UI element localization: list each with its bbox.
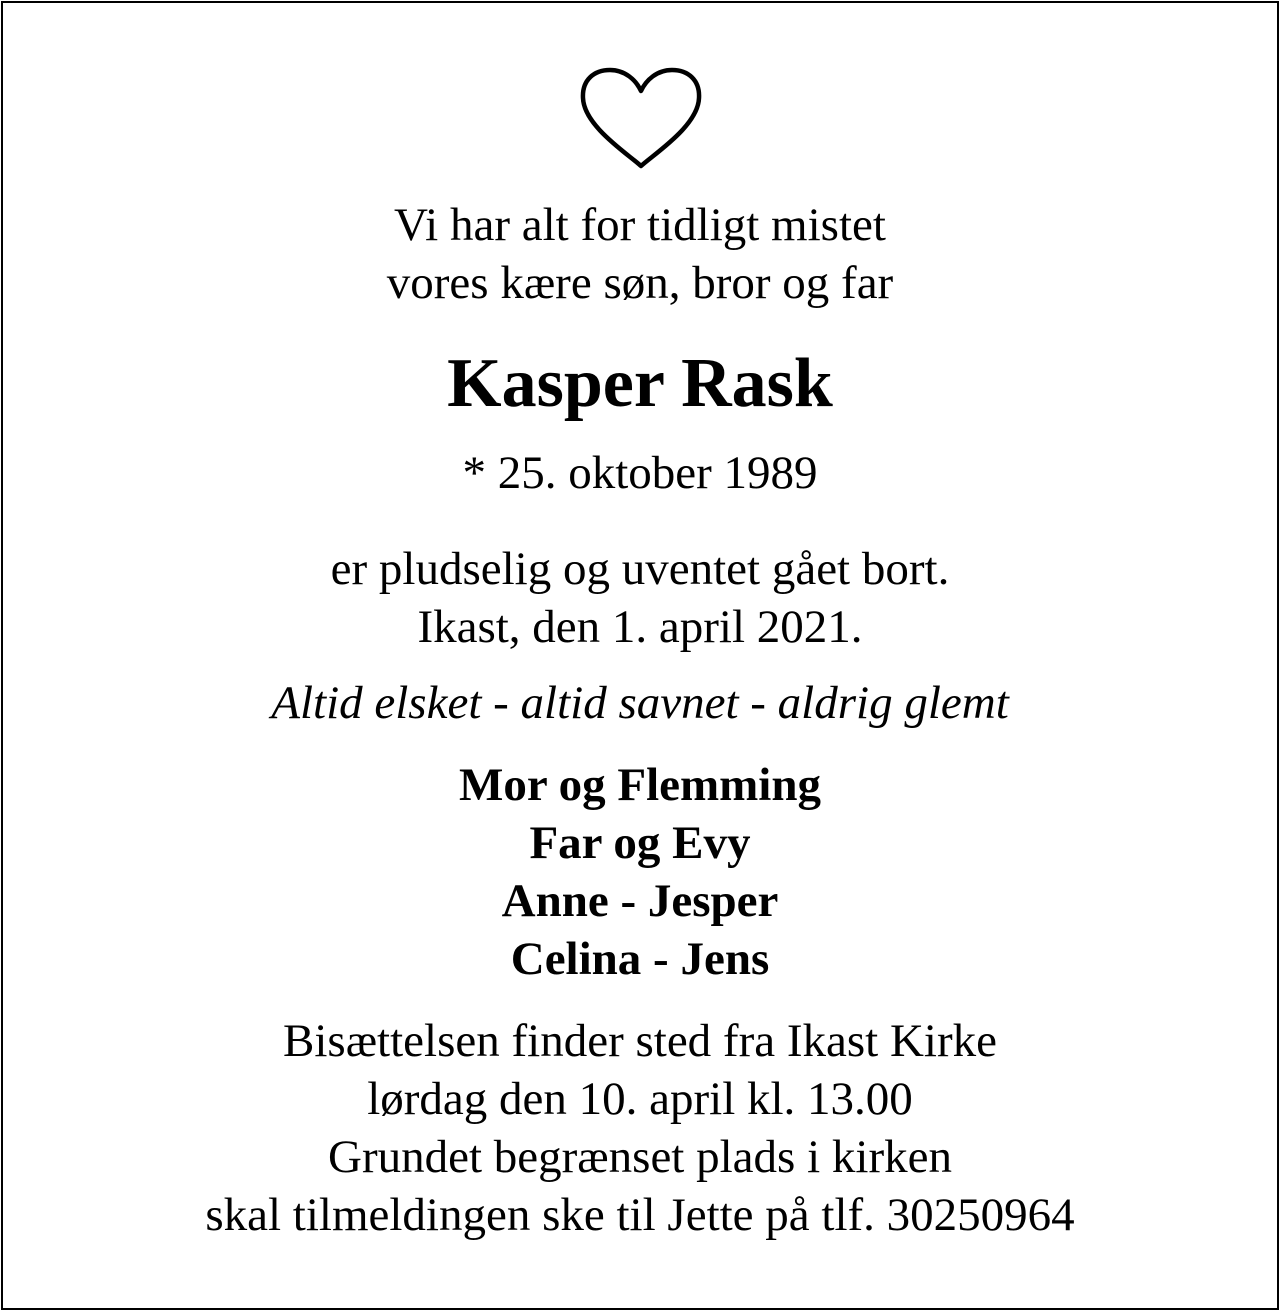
intro-text	[0, 196, 1280, 312]
funeral-line: skal tilmeldingen ske til Jette på tlf. 30250964	[205, 1189, 1075, 1241]
funeral-line: Grundet begrænset plads i kirken	[328, 1131, 952, 1183]
family-line: Anne - Jesper	[501, 875, 779, 927]
funeral-line: lørdag den 10. april kl. 13.00	[367, 1073, 913, 1125]
intro-line: vores kære søn, bror og far	[386, 257, 894, 309]
family-line: Mor og Flemming	[458, 759, 821, 811]
funeral-info	[0, 1012, 1280, 1244]
memorial-motto: Altid elsket - altid savnet - aldrig glemt	[271, 677, 1009, 729]
birth-date: * 25. oktober 1989	[462, 447, 818, 499]
death-notice	[0, 540, 1280, 656]
family-line: Celina - Jens	[510, 933, 770, 985]
heart-icon	[578, 66, 704, 170]
family-line: Far og Evy	[529, 817, 751, 869]
funeral-line: Bisættelsen finder sted fra Ikast Kirke	[283, 1015, 997, 1067]
death-notice-line: Ikast, den 1. april 2021.	[417, 601, 863, 653]
intro-line: Vi har alt for tidligt mistet	[394, 199, 886, 251]
death-notice-line: er pludselig og uventet gået bort.	[330, 543, 950, 595]
family-names	[0, 756, 1280, 988]
deceased-name: Kasper Rask	[447, 345, 833, 422]
